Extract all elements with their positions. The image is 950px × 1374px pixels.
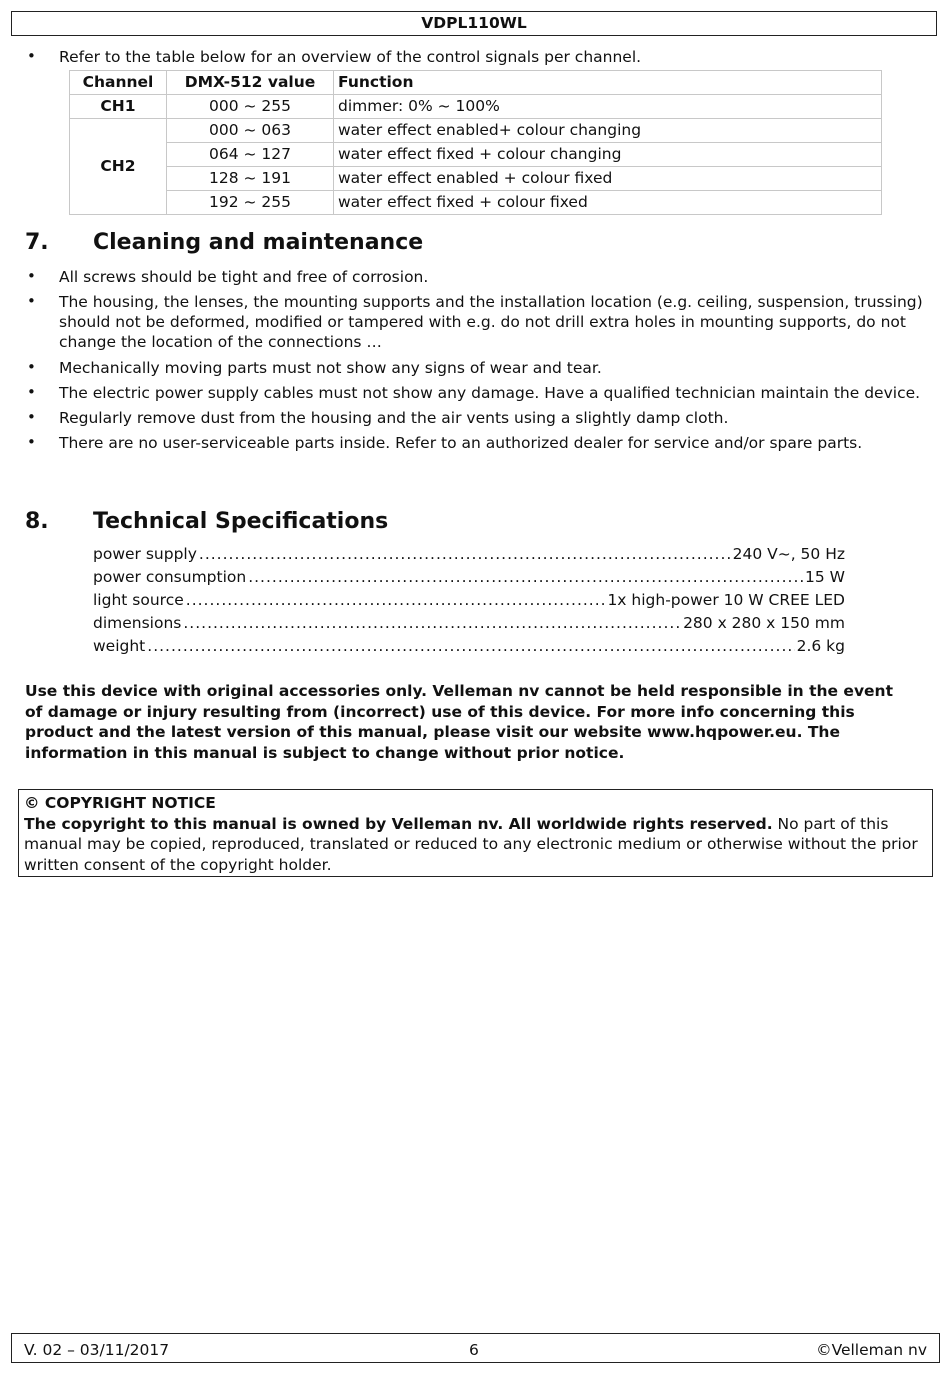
col-header-function: Function [334,71,882,95]
dmx-value-cell: 064 ~ 127 [167,143,334,167]
maintenance-list [0,267,950,458]
section-number: 7. [25,230,49,255]
spec-value: 2.6 kg [796,637,845,655]
copyright-bold-text: The copyright to this manual is owned by Velleman nv. All worldwide rights reserved. [24,814,773,833]
function-cell: dimmer: 0% ~ 100% [334,95,882,119]
spec-label: power consumption [93,568,247,586]
disclaimer-text: Use this device with original accessories only. Velleman nv cannot be held responsible in the event of damage or injury resulting from (incorrect) use of this device. For more info concerning this product and the latest version of this manual, please visit our website www.hqpower.eu. The information in this manual is subject to change without prior notice. [25,682,893,762]
copyright-body [24,814,927,876]
spec-row [93,567,845,590]
dot-leader [248,567,803,587]
spec-value: 1x high-power 10 W CREE LED [607,591,845,609]
copyright-text: No part of this manual may be copied, reproduced, translated or reduced to any electronic medium or otherwise without the prior written consent of the copyright holder. [24,814,918,874]
function-cell: water effect fixed + colour fixed [334,191,882,215]
dot-leader [183,613,681,633]
spec-label: weight [93,637,146,655]
spec-label: light source [93,591,184,609]
footer-owner: ©Velleman nv [816,1341,927,1359]
list-item: • The electric power supply cables must not show any damage. Have a qualified technician maintain the device. [0,383,950,403]
spec-value: 15 W [805,568,845,586]
section-7-heading [25,229,423,258]
spec-row [93,544,845,567]
table-row [70,119,882,143]
dot-leader [147,636,794,656]
copyright-notice-box [18,789,933,877]
list-item: • Mechanically moving parts must not show any signs of wear and tear. [0,358,950,378]
table-header-row [70,71,882,95]
col-header-channel: Channel [70,71,167,95]
spec-value: 280 x 280 x 150 mm [683,614,845,632]
section-number: 8. [25,509,49,534]
section-title: Cleaning and maintenance [93,230,424,255]
header-title: VDPL110WL [421,14,527,32]
spec-row [93,613,845,636]
function-cell: water effect fixed + colour changing [334,143,882,167]
list-item: • Regularly remove dust from the housing and the air vents using a slightly damp cloth. [0,408,950,428]
dot-leader [199,544,731,564]
list-item: • There are no user-serviceable parts inside. Refer to an authorized dealer for service and/or spare parts. [0,433,950,453]
dmx-value-cell: 000 ~ 255 [167,95,334,119]
intro-list [0,47,950,67]
channel-cell: CH2 [70,119,167,215]
page-header [11,11,937,36]
section-8-heading [25,508,388,537]
spec-value: 240 V~, 50 Hz [732,545,845,563]
copyright-heading: © COPYRIGHT NOTICE [24,794,216,812]
section-title: Technical Specifications [93,509,389,534]
dmx-value-cell: 128 ~ 191 [167,167,334,191]
table-row [70,191,882,215]
dot-leader [186,590,606,610]
spec-row [93,636,845,659]
spec-list [93,544,845,659]
function-cell: water effect enabled+ colour changing [334,119,882,143]
function-cell: water effect enabled + colour fixed [334,167,882,191]
channel-cell: CH1 [70,95,167,119]
table-row [70,95,882,119]
list-item: • All screws should be tight and free of corrosion. [0,267,950,287]
spec-label: dimensions [93,614,182,632]
dmx-value-cell: 000 ~ 063 [167,119,334,143]
list-item: • The housing, the lenses, the mounting supports and the installation location (e.g. ceiling, suspension, trussing) should not be deformed, modified or tampered with e.g. do not drill extra holes in mounting supports, do not change the location of the connections … [0,292,950,352]
spec-row [93,590,845,613]
table-row [70,167,882,191]
dmx-value-cell: 192 ~ 255 [167,191,334,215]
dmx-channel-table [69,70,882,215]
list-item: • Refer to the table below for an overview of the control signals per channel. [0,47,950,67]
table-row [70,143,882,167]
col-header-dmx-value: DMX-512 value [167,71,334,95]
page-number: 6 [469,1341,479,1359]
footer-version: V. 02 – 03/11/2017 [24,1341,170,1359]
page-footer [11,1333,940,1363]
spec-label: power supply [93,545,197,563]
